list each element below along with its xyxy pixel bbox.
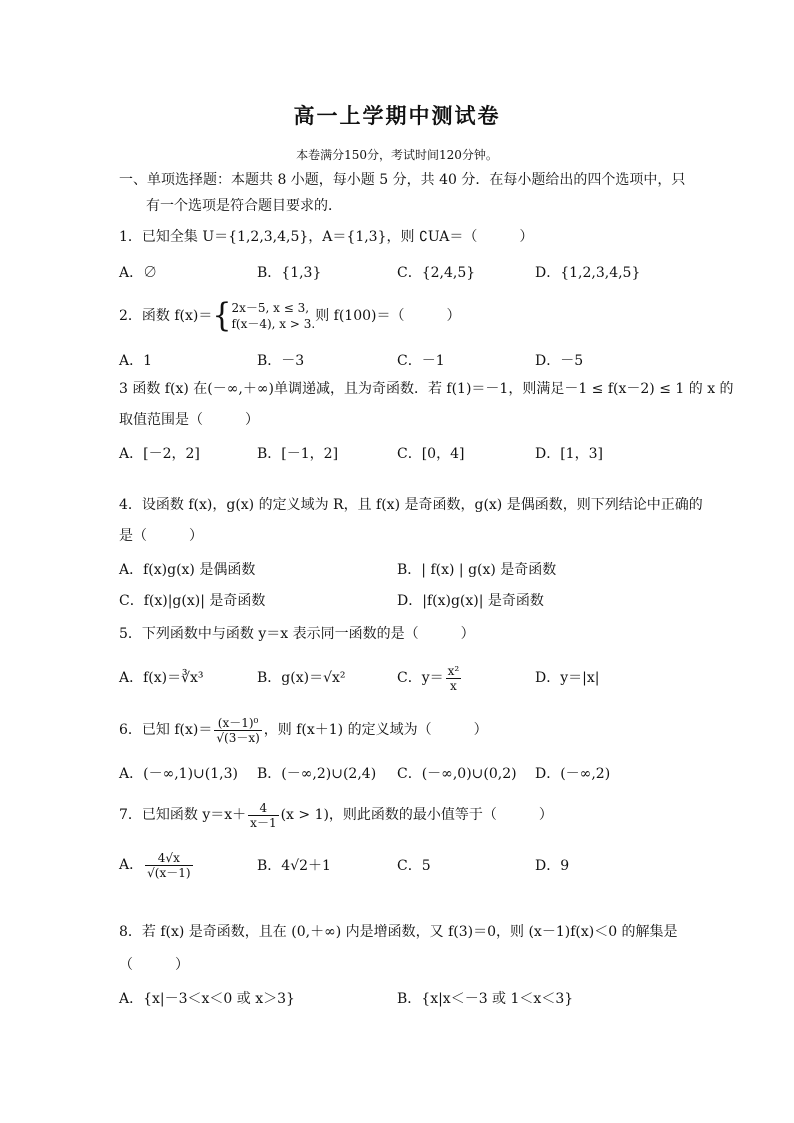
fraction: [248, 801, 278, 830]
q4-option-b: B．| f(x) | g(x) 是奇函数: [397, 562, 557, 578]
q2-option-b: B．－3: [257, 353, 305, 369]
q7-option-a: [119, 847, 195, 883]
q5-option-d: D．y＝|x|: [535, 670, 600, 686]
q2-option-d: D．－5: [535, 353, 584, 369]
numerator: 4√x: [145, 851, 192, 866]
brace-symbol: {: [212, 296, 232, 335]
q5-option-c-prefix: C．y＝: [397, 670, 444, 686]
denominator: √(3－x): [216, 730, 260, 745]
fraction: [145, 851, 192, 880]
question-6-stem: [119, 712, 488, 748]
q3-option-c: C．[0，4]: [397, 446, 465, 462]
question-4-stem: 4．设函数 f(x)，g(x) 的定义域为 R，且 f(x) 是奇函数，g(x) 是偶函数，则下列结论中正确的: [119, 497, 703, 513]
q6-option-d: D．(－∞,2): [535, 766, 611, 782]
q7-option-d: D．9: [535, 858, 570, 874]
q7-prefix: 7．已知函数 y＝x＋: [119, 807, 247, 823]
question-8-stem-cont: （ ）: [119, 957, 189, 973]
q1-option-b: B．{1,3}: [257, 265, 322, 281]
q8-option-b: B．{x|x＜－3 或 1＜x＜3}: [397, 991, 574, 1007]
q2-prefix: 2．函数 f(x)＝: [119, 308, 213, 324]
question-4-stem-cont: 是（ ）: [119, 528, 203, 544]
denominator: x－1: [250, 815, 277, 830]
question-3-stem-cont: 取值范围是（ ）: [119, 412, 259, 428]
numerator: x²: [447, 663, 460, 678]
q6-option-a: A．(－∞,1)∪(1,3): [119, 766, 238, 782]
q3-option-a: A．[－2，2]: [119, 446, 200, 462]
numerator: 4: [248, 801, 278, 816]
q7-option-b: B．4√2＋1: [257, 858, 331, 874]
question-3-stem: 3 函数 f(x) 在(－∞,＋∞)单调递减，且为奇函数．若 f(1)＝－1，则满足－1 ≤ f(x－2) ≤ 1 的 x 的: [119, 381, 734, 397]
question-2-stem: [119, 296, 460, 336]
q5-option-a: A．f(x)＝∛x³: [119, 670, 204, 686]
question-7-stem: [119, 797, 553, 833]
q7-option-a-prefix: A．: [119, 857, 144, 873]
fraction: [446, 664, 462, 693]
question-8-stem: 8．若 f(x) 是奇函数，且在 (0,＋∞) 内是增函数，又 f(3)＝0，则 (x－1)f(x)＜0 的解集是: [119, 924, 678, 940]
q3-option-d: D．[1，3]: [535, 446, 603, 462]
q5-option-b: B．g(x)＝√x²: [257, 670, 346, 686]
fraction: [214, 716, 261, 745]
section-heading: 一、单项选择题：本题共 8 小题，每小题 5 分，共 40 分．在每小题给出的四个选项中，只: [119, 172, 686, 188]
question-5-stem: 5．下列函数中与函数 y＝x 表示同一函数的是（ ）: [119, 626, 475, 642]
page-title: 高一上学期中测试卷: [293, 103, 501, 128]
numerator: (x－1)⁰: [214, 716, 261, 731]
q1-option-c: C．{2,4,5}: [397, 265, 476, 281]
piecewise-cases: [231, 300, 315, 332]
q6-suffix: ，则 f(x＋1) 的定义域为（ ）: [263, 722, 488, 738]
q6-prefix: 6．已知 f(x)＝: [119, 722, 213, 738]
q1-option-d: D．{1,2,3,4,5}: [535, 265, 641, 281]
q4-option-d: D．|f(x)g(x)| 是奇函数: [397, 593, 544, 609]
q4-option-a: A．f(x)g(x) 是偶函数: [119, 562, 256, 578]
q2-suffix: 则 f(100)＝（ ）: [315, 308, 461, 324]
q8-option-a: A．{x|－3＜x＜0 或 x＞3}: [119, 991, 295, 1007]
denominator: x: [450, 678, 457, 693]
exam-info: 本卷满分150分，考试时间120分钟。: [296, 148, 498, 162]
section-heading-cont: 有一个选项是符合题目要求的．: [146, 198, 342, 214]
q2-case-2: f(x－4), x > 3.: [231, 317, 316, 331]
denominator: √(x－1): [147, 865, 191, 880]
q6-option-b: B．(－∞,2)∪(2,4): [257, 766, 377, 782]
q6-option-c: C．(－∞,0)∪(0,2): [397, 766, 517, 782]
q2-option-c: C．－1: [397, 353, 445, 369]
q5-option-c: [397, 660, 463, 696]
q1-option-a: A．∅: [119, 265, 158, 281]
q2-option-a: A．1: [119, 353, 153, 369]
q3-option-b: B．[－1，2]: [257, 446, 339, 462]
q7-suffix: (x > 1)，则此函数的最小值等于（ ）: [280, 807, 553, 823]
q2-case-1: 2x－5, x ≤ 3,: [231, 301, 310, 315]
q7-option-c: C．5: [397, 858, 431, 874]
q4-option-c: C．f(x)|g(x)| 是奇函数: [119, 593, 266, 609]
question-1-stem: 1．已知全集 U＝{1,2,3,4,5}，A＝{1,3}，则 ∁UA＝（ ）: [119, 229, 534, 245]
